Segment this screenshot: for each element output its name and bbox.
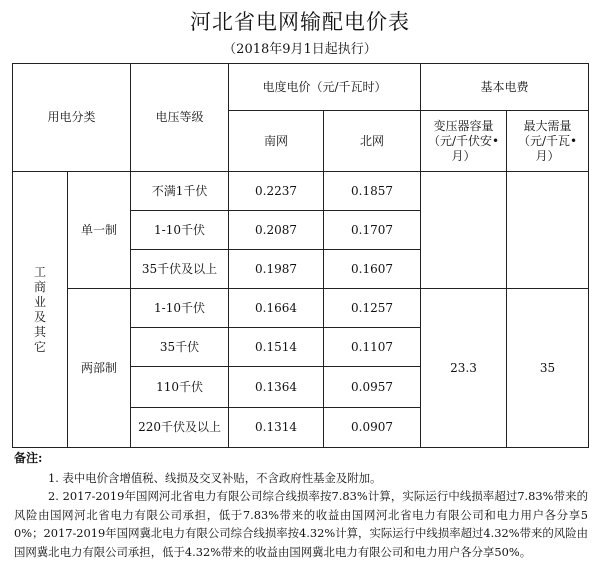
single-system-label: 单一制 [68, 172, 131, 289]
voltage-cell: 35千伏及以上 [131, 250, 229, 289]
category-commercial: 工商业及其它 [13, 172, 68, 448]
north-price-cell: 0.1707 [324, 211, 421, 250]
north-price-cell: 0.1607 [324, 250, 421, 289]
north-price-cell: 0.0907 [324, 408, 421, 448]
voltage-cell: 1-10千伏 [131, 289, 229, 328]
empty-transformer-cell [421, 172, 507, 289]
effective-date: （2018年9月1日起执行） [223, 42, 377, 57]
notes-title: 备注: [14, 451, 43, 465]
page-title: 河北省电网输配电价表 [190, 10, 410, 34]
empty-demand-cell [507, 172, 589, 289]
note-item: 1. 表中电价含增值税、线损及交叉补贴，不含政府性基金及附加。 [48, 470, 382, 485]
south-price-cell: 0.1364 [229, 367, 324, 408]
north-price-cell: 0.1857 [324, 172, 421, 211]
two-part-system-label: 两部制 [68, 289, 131, 448]
max-demand-fee-value: 35 [507, 289, 589, 448]
south-price-cell: 0.1987 [229, 250, 324, 289]
header-north-grid: 北网 [324, 111, 421, 172]
voltage-cell: 不满1千伏 [131, 172, 229, 211]
header-max-demand: 最大需量（元/千瓦•月） [507, 111, 589, 172]
south-price-cell: 0.1314 [229, 408, 324, 448]
header-row [13, 64, 589, 111]
voltage-cell: 220千伏及以上 [131, 408, 229, 448]
south-price-cell: 0.2087 [229, 211, 324, 250]
header-energy-price: 电度电价（元/千瓦时） [229, 64, 421, 111]
header-voltage: 电压等级 [131, 64, 229, 172]
voltage-cell: 1-10千伏 [131, 211, 229, 250]
notes-section [14, 449, 588, 561]
table-row [13, 172, 589, 211]
voltage-cell: 110千伏 [131, 367, 229, 408]
transformer-fee-value: 23.3 [421, 289, 507, 448]
note-item: 2. 2017-2019年国网河北省电力有限公司综合线损率按7.83%计算，实际运行中线损率超过7.83%带来的风险由国网河北省电力有限公司承担，低于7.83%带来的收益由国网河北省电力有限公司和电力用户各分享50%；2017-2019年国网冀北电力有限公司综合线损率按4.32%计算，实际运行中线损率超过4.32%带来的风险由国网冀北电力有限公司承担，低于4.32%带来的收益由国网冀北电力有限公司和电力用户各分享50%。 [14, 489, 588, 559]
voltage-cell: 35千伏 [131, 328, 229, 367]
header-category: 用电分类 [13, 64, 131, 172]
header-south-grid: 南网 [229, 111, 324, 172]
tariff-table [12, 63, 589, 448]
header-transformer-capacity: 变压器容量（元/千伏安•月） [421, 111, 507, 172]
south-price-cell: 0.2237 [229, 172, 324, 211]
header-basic-fee: 基本电费 [421, 64, 589, 111]
north-price-cell: 0.1257 [324, 289, 421, 328]
north-price-cell: 0.0957 [324, 367, 421, 408]
south-price-cell: 0.1514 [229, 328, 324, 367]
south-price-cell: 0.1664 [229, 289, 324, 328]
table-row [13, 289, 589, 328]
north-price-cell: 0.1107 [324, 328, 421, 367]
